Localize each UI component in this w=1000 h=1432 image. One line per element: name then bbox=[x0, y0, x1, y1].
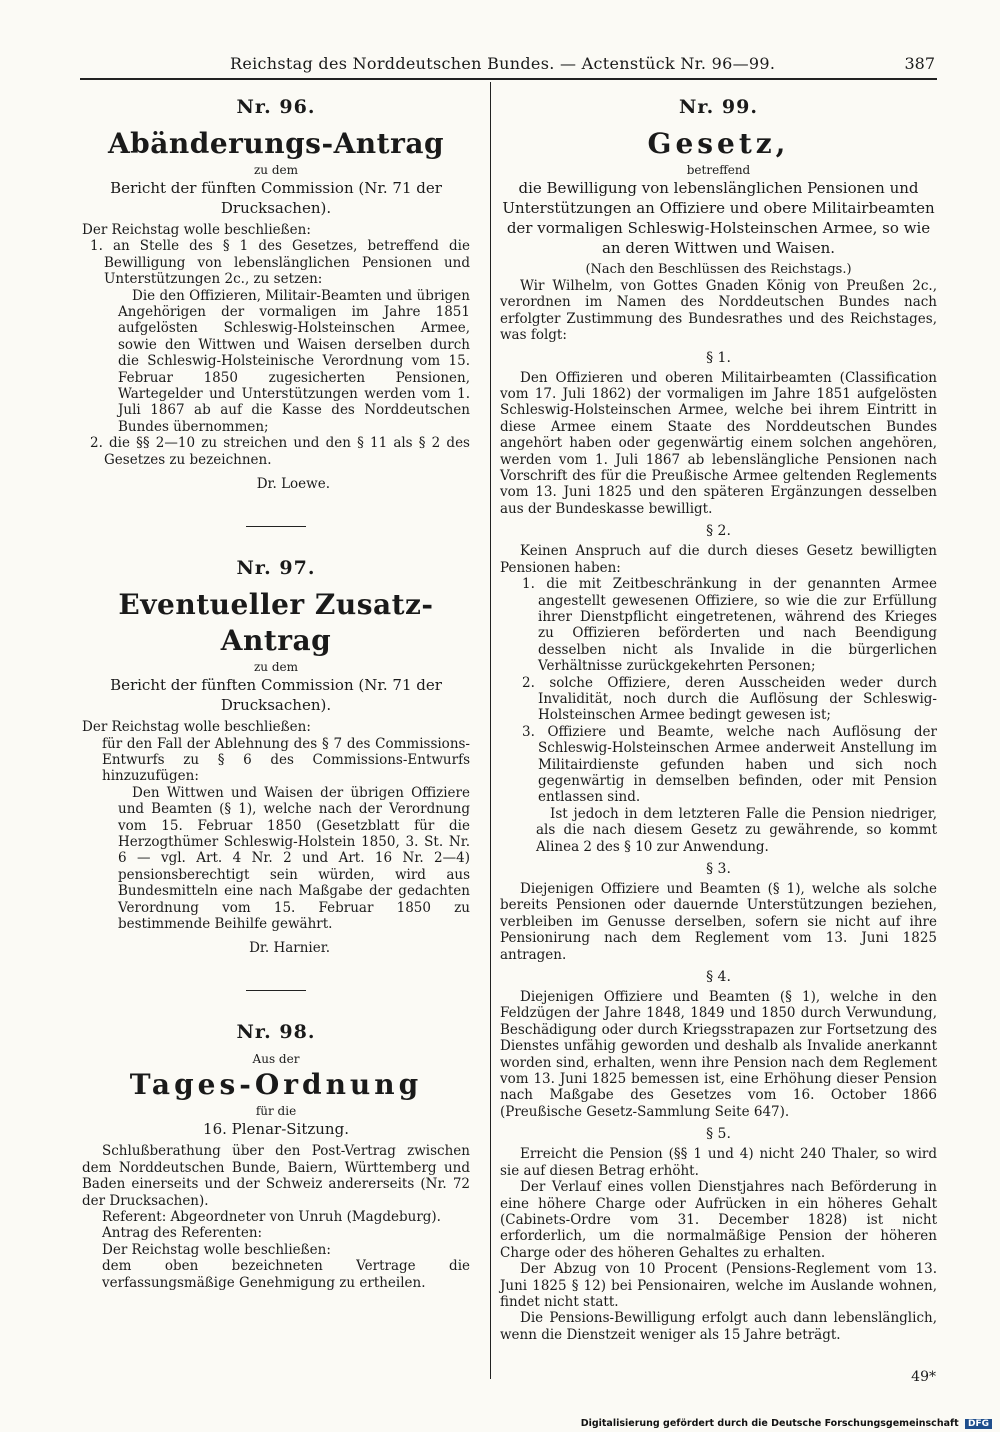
paragraph-1-text: Den Offizieren und oberen Militairbeamten (Classification vom 17. Juli 1862) der vormaligen im Jahre 1851 aufgelösten Schleswig-Holsteinschen Armee, welche bei ihrem Eintritt in diese Armee einem Staate des Norddeutschen Bundes angehört haben oder gegenwärtig einem solchen angehören, werden vom 1. Juli 1867 ab lebenslängliche Pensionen nach Vorschrift des für die Preußische Armee geltenden Reglements vom 13. Juni 1825 und den späteren Ergänzungen desselben aus der Bundeskasse bewilligt. bbox=[500, 369, 937, 517]
paragraph-5-text-b: Der Verlauf eines vollen Dienstjahres nach Beförderung in eine höhere Charge oder Aufrücken in ein höheres Gehalt (Cabinets-Ordre vom 31. December 1828) ist nicht erforderlich, um die normalmäßige Pension der höheren Charge oder des höheren Gehaltes zu erhalten. bbox=[500, 1179, 937, 1261]
section-99-title: Gesetz, bbox=[647, 127, 790, 160]
separator-96-97 bbox=[246, 526, 306, 527]
paragraph-5-text-d: Die Pensions-Bewilligung erfolgt auch dann lebenslänglich, wenn die Dienstzeit weniger als 15 Jahre beträgt. bbox=[500, 1310, 937, 1343]
section-99-preamble: Wir Wilhelm, von Gottes Gnaden König von Preußen 2c., verordnen im Namen des Norddeutschen Bundes nach erfolgter Zustimmung des Bundesrathes und des Reichstages, was folgt: bbox=[500, 278, 937, 344]
section-96-reference: Bericht der fünften Commission (Nr. 71 der Drucksachen). bbox=[110, 179, 442, 217]
paragraph-3-text: Diejenigen Offiziere und Beamten (§ 1), welche als solche bereits Pensionen oder dauernde Unterstützungen beziehen, verbleiben im Genusse derselben, sofern sie nicht auf ihre Pensionirung nach dem Reglement vom 13. Juni 1825 antragen. bbox=[500, 881, 937, 963]
column-divider bbox=[490, 82, 491, 1379]
running-title: Reichstag des Norddeutschen Bundes. — Actenstück Nr. 96—99. bbox=[230, 54, 776, 73]
paragraph-2-heading: § 2. bbox=[706, 523, 731, 540]
section-98-antrag: Antrag des Referenten: bbox=[102, 1225, 263, 1242]
section-96-title: Abänderungs-Antrag bbox=[107, 127, 445, 160]
section-96-signature: Dr. Loewe. bbox=[256, 476, 330, 493]
section-99-betreffend: betreffend bbox=[686, 163, 751, 177]
paragraph-2-item-1: 1. die mit Zeitbeschränkung in der genannten Armee angestellt gewesenen Offiziere, so wie die zur Erfüllung ihrer Dienstpflicht eingetretenen, während des Krieges zu Offizieren beförderten und nach Beendigung desselben nicht als Invalide in die bürgerlichen Verhältnisse zurückgekehrten Personen; bbox=[522, 576, 937, 675]
section-96-intro: Der Reichstag wolle beschließen: bbox=[82, 222, 311, 238]
section-97-reference: Bericht der fünften Commission (Nr. 71 der Drucksachen). bbox=[110, 676, 442, 715]
section-98-aus-der: Aus der bbox=[252, 1052, 300, 1067]
paragraph-4-text: Diejenigen Offiziere und Beamten (§ 1), welche in den Feldzügen der Jahre 1848, 1849 und 1850 durch Verwundung, Beschädigung oder durch Kriegsstrapazen zur Fortsetzung des Dienstes unfähig geworden und deshalb als Invalide anerkannt worden sind, erhalten, wenn ihre Pension nach dem Reglement vom 13. Juni 1825 bemessen ist, eine Erhöhung dieser Pension nach Maßgabe des Gesetzes vom 16. October 1866 (Preußische Gesetz-Sammlung Seite 647). bbox=[500, 989, 937, 1120]
section-97-zu-dem: zu dem bbox=[253, 660, 299, 675]
section-96-item-2: 2. die §§ 2—10 zu streichen und den § 11 als § 2 des Gesetzes zu bezeichnen. bbox=[90, 435, 470, 468]
section-99-note: (Nach den Beschlüssen des Reichstags.) bbox=[585, 262, 852, 277]
separator-97-98 bbox=[246, 990, 306, 991]
section-97-body: für den Fall der Ablehnung des § 7 des Commissions-Entwurfs zu § 6 des Commissions-Entwurfs hinzuzufügen: bbox=[102, 735, 470, 785]
section-99-number: Nr. 99. bbox=[679, 96, 758, 118]
section-98-referent: Referent: Abgeordneter von Unruh (Magdeburg). bbox=[102, 1209, 441, 1225]
section-98-number: Nr. 98. bbox=[236, 1021, 316, 1044]
right-column bbox=[500, 96, 937, 1343]
section-98-beschluss: Der Reichstag wolle beschließen: bbox=[102, 1241, 331, 1258]
paragraph-2-intro: Keinen Anspruch auf die durch dieses Gesetz bewilligten Pensionen haben: bbox=[500, 543, 937, 576]
paragraph-2-item-3-note: Ist jedoch in dem letzteren Falle die Pension niedriger, als die nach diesem Gesetz zu gewährende, so kommt Alinea 2 des § 10 zur Anwendung. bbox=[536, 805, 937, 855]
paragraph-1-heading: § 1. bbox=[706, 349, 731, 366]
section-97-quote: Den Wittwen und Waisen der übrigen Offiziere und Beamten (§ 1), welche nach der Verordnung vom 15. Februar 1850 (Gesetzblatt für die Herzogthümer Schleswig-Holstein 1850, 3. St. Nr. 6 — vgl. Art. 4 Nr. 2 und Art. 16 Nr. 2—4) pensionsberechtigt sein würden, wird aus Bundesmitteln eine nach Maßgabe der gedachten Verordnung vom 15. Februar 1850 zu bestimmende Beihilfe gewährt. bbox=[118, 784, 470, 932]
section-98-fuer-die: für die bbox=[255, 1104, 297, 1119]
section-98-beschluss-text: dem oben bezeichneten Vertrage die verfassungsmäßige Genehmigung zu ertheilen. bbox=[102, 1258, 470, 1291]
section-97-number: Nr. 97. bbox=[236, 557, 316, 580]
digitization-text: Digitalisierung gefördert durch die Deutsche Forschungsgemeinschaft bbox=[580, 1418, 959, 1429]
left-column bbox=[82, 96, 470, 1291]
paragraph-5-heading: § 5. bbox=[706, 1126, 731, 1143]
paragraph-2-item-2: 2. solche Offiziere, deren Ausscheiden weder durch Invalidität, noch durch die Auflösung der Schleswig-Holsteinschen Armee bedingt gewesen ist; bbox=[522, 674, 937, 724]
digitization-credit bbox=[581, 1418, 992, 1429]
section-97-intro: Der Reichstag wolle beschließen: bbox=[82, 719, 311, 736]
dfg-logo: DFG bbox=[965, 1419, 992, 1429]
paragraph-5-text-c: Der Abzug von 10 Procent (Pensions-Reglement vom 13. Juni 1825 § 12) bei Pensionairen, welche im Auslande wohnen, findet nicht statt. bbox=[500, 1261, 937, 1310]
section-96-item-1: 1. an Stelle des § 1 des Gesetzes, betreffend die Bewilligung von lebenslänglichen Pensionen und Unterstützungen 2c., zu setzen: bbox=[90, 238, 470, 288]
section-97-title: Eventueller Zusatz-Antrag bbox=[118, 588, 434, 658]
page-number: 387 bbox=[904, 54, 935, 73]
page-header bbox=[80, 50, 935, 76]
paragraph-5-text-a: Erreicht die Pension (§§ 1 und 4) nicht 240 Thaler, so wird sie auf diesen Betrag erhöht. bbox=[500, 1146, 937, 1179]
section-98-session: 16. Plenar-Sitzung. bbox=[203, 1120, 349, 1139]
section-96-number: Nr. 96. bbox=[236, 96, 316, 118]
section-97-signature: Dr. Harnier. bbox=[249, 940, 330, 957]
paragraph-3-heading: § 3. bbox=[706, 861, 731, 877]
paragraph-2-item-3: 3. Offiziere und Beamte, welche nach Auflösung der Schleswig-Holsteinschen Armee anderweit Anstellung im Militairdienste gefunden haben und sich noch gegenwärtig in demselben befinden, oder mit Pension entlassen sind. bbox=[522, 723, 937, 806]
section-96-item-1-quote: Die den Offizieren, Militair-Beamten und übrigen Angehörigen der vormaligen im Jahre 1851 aufgelösten Schleswig-Holsteinschen Armee, sowie den Wittwen und Waisen derselben durch die Schleswig-Holsteinische Verordnung vom 15. Februar 1850 zugesicherten Pensionen, Wartegelder und Unterstützungen werden vom 1. Juli 1867 ab auf die Kasse des Norddeutschen Bundes übernommen; bbox=[118, 287, 470, 435]
section-98-title: Tages-Ordnung bbox=[129, 1068, 423, 1102]
header-rule bbox=[80, 78, 937, 80]
section-99-subject: die Bewilligung von lebenslänglichen Pensionen und Unterstützungen an Offiziere und obere Militairbeamten der vormaligen Schleswig-Holsteinschen Armee, so wie an deren Wittwen und Waisen. bbox=[502, 179, 935, 257]
signature-mark: 49* bbox=[911, 1369, 936, 1385]
section-98-body: Schlußberathung über den Post-Vertrag zwischen dem Norddeutschen Bunde, Baiern, Württemberg und Baden einerseits und der Schweiz andererseits (Nr. 72 der Drucksachen). bbox=[82, 1143, 470, 1209]
section-96-zu-dem: zu dem bbox=[253, 163, 299, 177]
paragraph-4-heading: § 4. bbox=[706, 969, 731, 986]
